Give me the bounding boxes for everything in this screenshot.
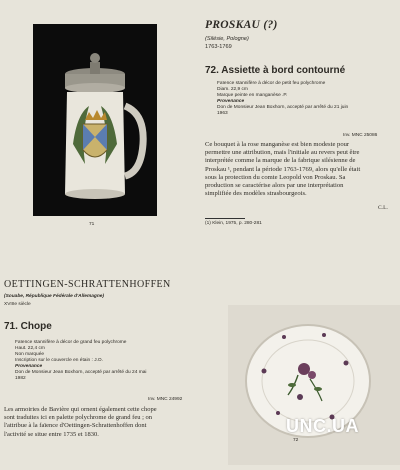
item-71-body-line: l'activité se situe entre 1735 et 1830.	[4, 430, 99, 438]
item-72-body-line: simplifiée des modèles strasbourgeois.	[205, 190, 307, 198]
item-72-body-line: Ce bouquet à la rose manganèse est bien modeste pour	[205, 141, 350, 148]
item-72-body-line: Proskau ¹, pendant la période 1763-1769, alors qu'elle était	[205, 165, 361, 173]
item-72-provenance-year: 1963	[217, 111, 228, 116]
item-72-body	[205, 141, 393, 198]
item-72-provenance-label: Provenance	[217, 99, 245, 104]
plate-photo	[228, 305, 400, 465]
item-72-body-line: permettre une attribution, mais l'initiale au revers peut être	[205, 149, 360, 157]
item-72-details	[217, 81, 397, 117]
proskau-region: (Silésie, Pologne)	[205, 36, 249, 42]
item-71-inventory: Inv. MNC 24992	[148, 397, 183, 402]
tankard-illustration	[33, 24, 157, 216]
proskau-dates: 1763-1769	[205, 44, 232, 50]
figure-number-72: 72	[293, 438, 299, 443]
oettingen-title: OETTINGEN-SCHRATTENHOFFEN	[4, 279, 171, 290]
item-72-body-line: production se caractérise alors par une interprétation	[205, 182, 344, 190]
item-71-heading: 71. Chope	[4, 321, 52, 332]
item-71-provenance-label: Provenance	[15, 364, 43, 369]
item-71-mark: Non marquée	[15, 352, 45, 357]
item-71-provenance-year: 1982	[15, 376, 26, 381]
watermark	[286, 416, 359, 437]
item-72-provenance: Don de Monsieur Jean Boxhorn, accepté par arrêté du 21 juin	[217, 105, 349, 110]
figure-number-71: 71	[89, 222, 95, 227]
item-71-body-line: sont traduites ici en palette polychrome de grand feu ; on	[4, 414, 153, 422]
item-72-body-line: interprétée comme la marque de la fabrique silésienne de	[205, 157, 356, 165]
oettingen-region: (Souabe, République Fédérale d'Allemagne)	[4, 294, 105, 299]
item-72-body-line: sous la protection du comte Leopold von Proskau. Sa	[205, 173, 346, 181]
proskau-title: PROSKAU (?)	[205, 19, 278, 31]
footnote-rule	[205, 218, 245, 219]
item-72-signature: C.L.	[378, 205, 388, 211]
item-72-mark: Marque peinte en manganèse .P.	[217, 93, 288, 98]
item-71-material: Faïence stannifère à décor de grand feu polychrome	[15, 340, 127, 345]
item-72-footnote: (1) Klein, 1975, p. 280-281	[205, 221, 262, 226]
oettingen-century: XVIIIe siècle	[4, 302, 31, 307]
plate-illustration	[228, 305, 400, 465]
tankard-photo	[33, 24, 157, 216]
item-71-provenance: Don de Monsieur Jean Boxhorn, accepté par arrêté du 24 mai	[15, 370, 147, 375]
item-72-inventory: Inv. MNC 25086	[343, 133, 378, 138]
item-72-heading: 72. Assiette à bord contourné	[205, 65, 346, 76]
watermark-text: UNC.UA	[286, 416, 359, 436]
item-71-details	[15, 340, 200, 382]
item-71-body-line: Les armoiries de Bavière qui ornent également cette chope	[4, 406, 157, 413]
item-71-body-line: l'attribue à la faïence d'Oettingen-Schrattenhoffen dont	[4, 422, 147, 430]
item-71-body	[4, 406, 194, 439]
item-71-height: Haut. 22,4 cm	[15, 346, 45, 351]
item-71-inscription: Inscription sur le couvercle en étain : J.O.	[15, 358, 103, 363]
item-72-diameter: Diam. 22,9 cm	[217, 87, 248, 92]
item-72-material: Faïence stannifère à décor de petit feu polychrome	[217, 81, 326, 86]
